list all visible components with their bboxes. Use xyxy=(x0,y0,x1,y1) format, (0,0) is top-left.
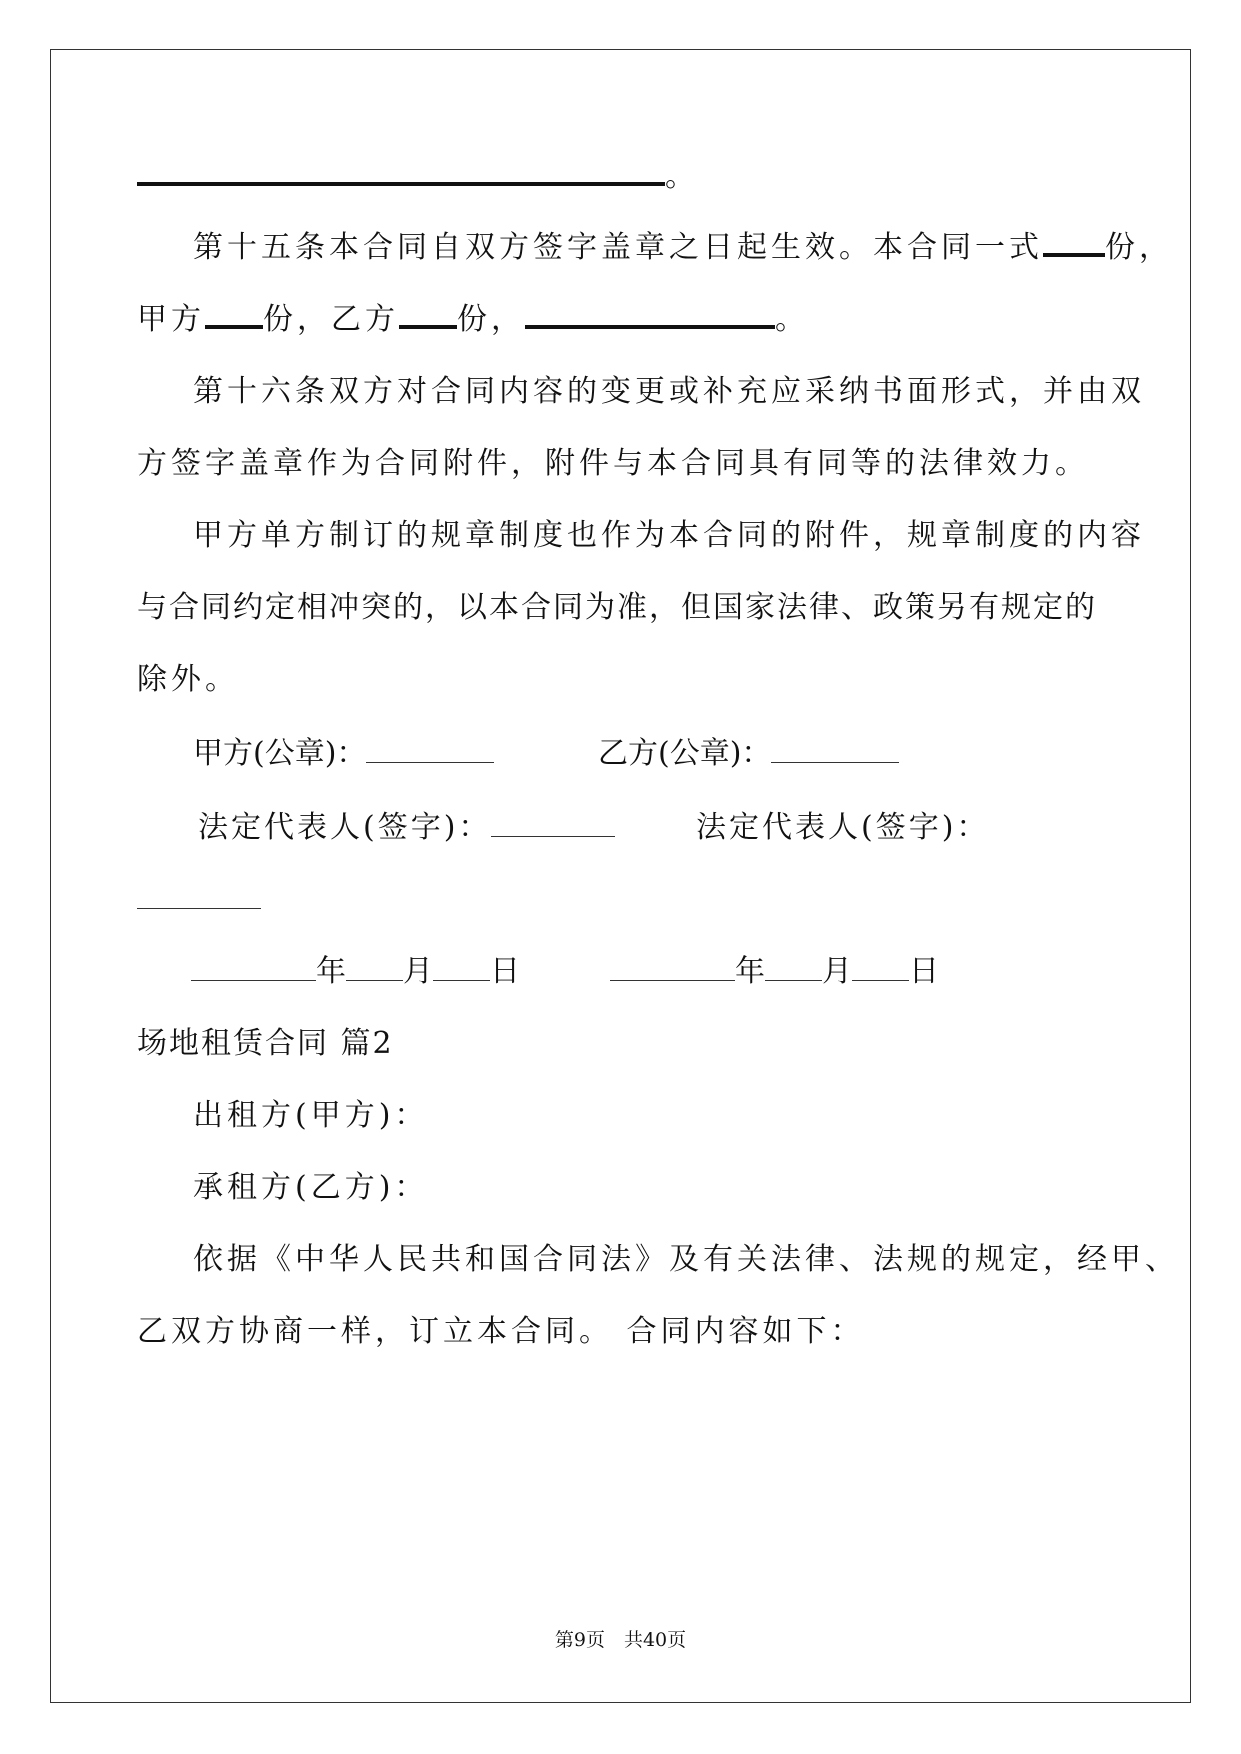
year-blank-b xyxy=(610,980,735,981)
rules-line2: 与合同约定相冲突的，以本合同为准，但国家法律、政策另有规定的 xyxy=(137,590,1097,625)
rep-b-blank-line xyxy=(137,880,261,920)
article-16-line1: 第十六条双方对合同内容的变更或补充应采纳书面形式，并由双 xyxy=(193,374,1145,409)
blank-line xyxy=(137,182,665,186)
day-blank-a xyxy=(433,980,490,981)
article-15-line2: 甲方 份，乙方 份， 。 xyxy=(137,302,809,337)
party-a-seal-blank xyxy=(366,762,494,763)
rep-b-blank xyxy=(137,908,261,909)
party-a-seal: 甲方(公章)： xyxy=(193,734,494,774)
page-number-footer: 第9页 共40页 xyxy=(554,1629,687,1651)
line-end-mark: 。 xyxy=(665,159,695,194)
copies-blank xyxy=(1043,253,1105,257)
year-blank-a xyxy=(191,980,316,981)
other-copies-blank xyxy=(525,325,775,329)
party-a-copies-blank xyxy=(205,325,263,329)
section-2-heading: 场地租赁合同 篇2 xyxy=(137,1026,394,1061)
party-b-seal-blank xyxy=(771,762,899,763)
rules-line3: 除外。 xyxy=(137,662,239,697)
basis-line2: 乙双方协商一样，订立本合同。 合同内容如下： xyxy=(137,1314,865,1349)
rep-b: 法定代表人(签字)： xyxy=(696,810,990,845)
party-b-copies-blank xyxy=(399,325,457,329)
page-border xyxy=(50,49,1191,1703)
article-15-line1: 第十五条本合同自双方签字盖章之日起生效。本合同一式 份， xyxy=(193,230,1173,265)
lessor-line: 出租方(甲方)： xyxy=(193,1098,429,1133)
month-blank-a xyxy=(346,980,403,981)
continuation-line xyxy=(137,157,695,197)
basis-line1: 依据《中华人民共和国合同法》及有关法律、法规的规定，经甲、 xyxy=(193,1242,1179,1277)
rep-a: 法定代表人(签字)： xyxy=(198,808,615,848)
rules-line1: 甲方单方制订的规章制度也作为本合同的附件，规章制度的内容 xyxy=(193,518,1145,553)
lessee-line: 承租方(乙方)： xyxy=(193,1170,429,1205)
rep-a-blank xyxy=(491,836,615,837)
date-b: 年 月 日 xyxy=(610,952,939,992)
article-16-line2: 方签字盖章作为合同附件，附件与本合同具有同等的法律效力。 xyxy=(137,446,1089,481)
party-b-seal: 乙方(公章)： xyxy=(598,734,899,774)
date-a: 年 月 日 xyxy=(191,952,520,992)
month-blank-b xyxy=(765,980,822,981)
day-blank-b xyxy=(852,980,909,981)
